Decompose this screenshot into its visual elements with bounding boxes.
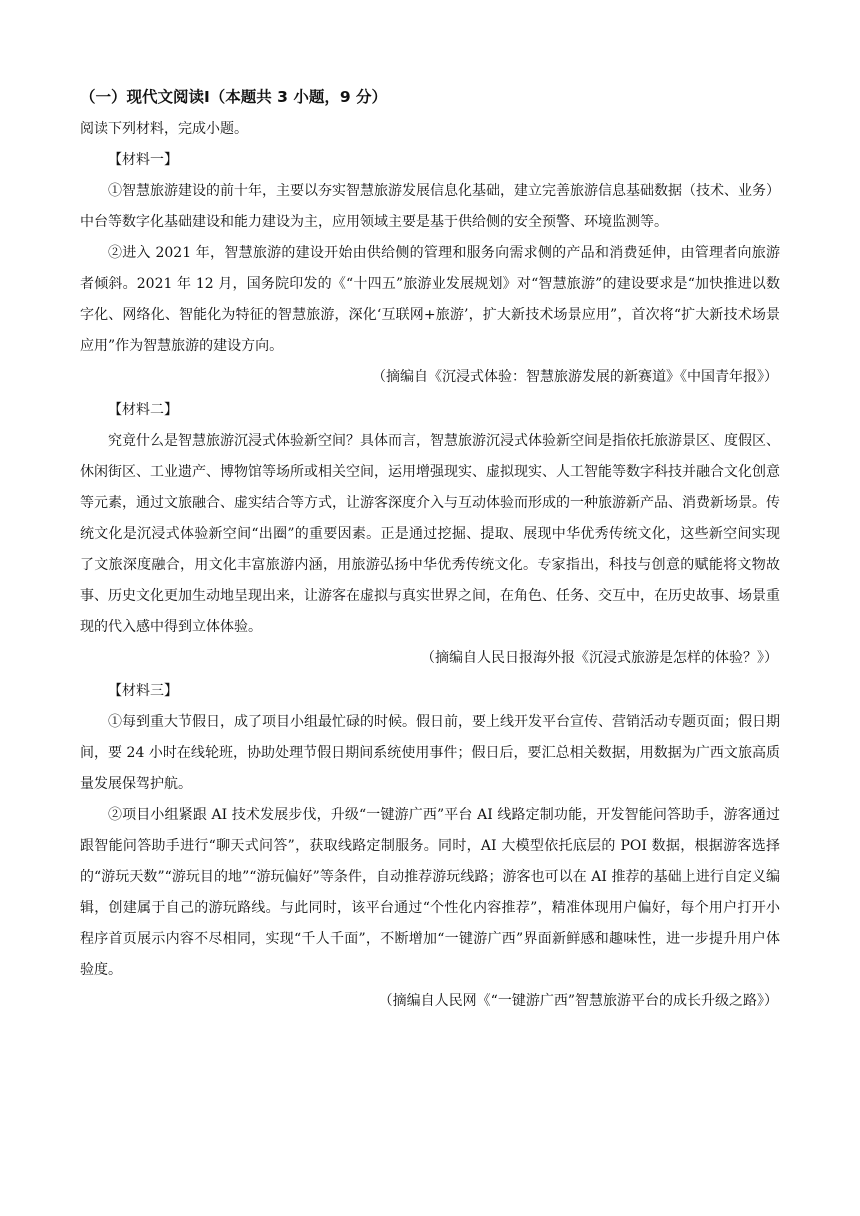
- reading-section: [80, 84, 780, 1017]
- material-1-source: （摘编自《沉浸式体验：智慧旅游发展的新赛道》《中国青年报》）: [372, 369, 778, 385]
- material-3-source: （摘编自人民网《“一键游广西”智慧旅游平台的成长升级之路》）: [378, 993, 778, 1009]
- instruction: 阅读下列材料，完成小题。: [80, 121, 248, 137]
- material-3-label: 【材料三】: [108, 683, 178, 699]
- section-title: （一）现代文阅读Ⅰ（本题共 3 小题，9 分）: [80, 88, 388, 106]
- material-1-paragraph-1: ①智慧旅游建设的前十年，主要以夯实智慧旅游发展信息化基础，建立完善旅游信息基础数据（技术、业务）中台等数字化基础建设和能力建设为主，应用领域主要是基于供给侧的安全预警、环境监测等。: [80, 183, 780, 230]
- material-2-label: 【材料二】: [108, 402, 178, 418]
- material-1-paragraph-2: ②进入 2021 年，智慧旅游的建设开始由供给侧的管理和服务向需求侧的产品和消费延伸，由管理者向旅游者倾斜。2021 年 12 月，国务院印发的《“十四五”旅游业发展规划》对“智慧旅游”的建设要求是“加快推进以数字化、网络化、智能化为特征的智慧旅游，深化‘互联网+旅游’，扩大新技术场景应用”，首次将“扩大新技术场景应用”作为智慧旅游的建设方向。: [80, 245, 780, 354]
- material-3-paragraph-1: ①每到重大节假日，成了项目小组最忙碌的时候。假日前，要上线开发平台宣传、营销活动专题页面；假日期间，要 24 小时在线轮班，协助处理节假日期间系统使用事件；假日后，要汇总相关数据，用数据为广西文旅高质量发展保驾护航。: [80, 714, 780, 792]
- material-2-source: （摘编自人民日报海外报《沉浸式旅游是怎样的体验？》）: [421, 650, 778, 666]
- material-3: [80, 676, 780, 1017]
- material-1: [80, 145, 780, 393]
- material-3-paragraph-2: ②项目小组紧跟 AI 技术发展步伐，升级“一键游广西”平台 AI 线路定制功能，开发智能问答助手，游客通过跟智能问答助手进行“聊天式问答”，获取线路定制服务。同时，AI 大模型依托底层的 POI 数据，根据游客选择的“游玩天数”“游玩目的地”“游玩偏好”等条件，自动推荐游玩线路；游客也可以在 AI 推荐的基础上进行自定义编辑，创建属于自己的游玩路线。与此同时，该平台通过“个性化内容推荐”，精准体现用户偏好，每个用户打开小程序首页展示内容不尽相同，实现“千人千面”，不断增加“一键游广西”界面新鲜感和趣味性，进一步提升用户体验度。: [80, 807, 780, 978]
- material-2: [80, 395, 780, 674]
- material-1-label: 【材料一】: [108, 152, 178, 168]
- material-2-paragraph-1: 究竟什么是智慧旅游沉浸式体验新空间？具体而言，智慧旅游沉浸式体验新空间是指依托旅游景区、度假区、休闲街区、工业遗产、博物馆等场所或相关空间，运用增强现实、虚拟现实、人工智能等数字科技并融合文化创意等元素，通过文旅融合、虚实结合等方式，让游客深度介入与互动体验而形成的一种旅游新产品、消费新场景。传统文化是沉浸式体验新空间“出圈”的重要因素。正是通过挖掘、提取、展现中华优秀传统文化，这些新空间实现了文旅深度融合，用文化丰富旅游内涵，用旅游弘扬中华优秀传统文化。专家指出，科技与创意的赋能将文物故事、历史文化更加生动地呈现出来，让游客在虚拟与真实世界之间，在角色、任务、交互中，在历史故事、场景重现的代入感中得到立体体验。: [80, 433, 780, 635]
